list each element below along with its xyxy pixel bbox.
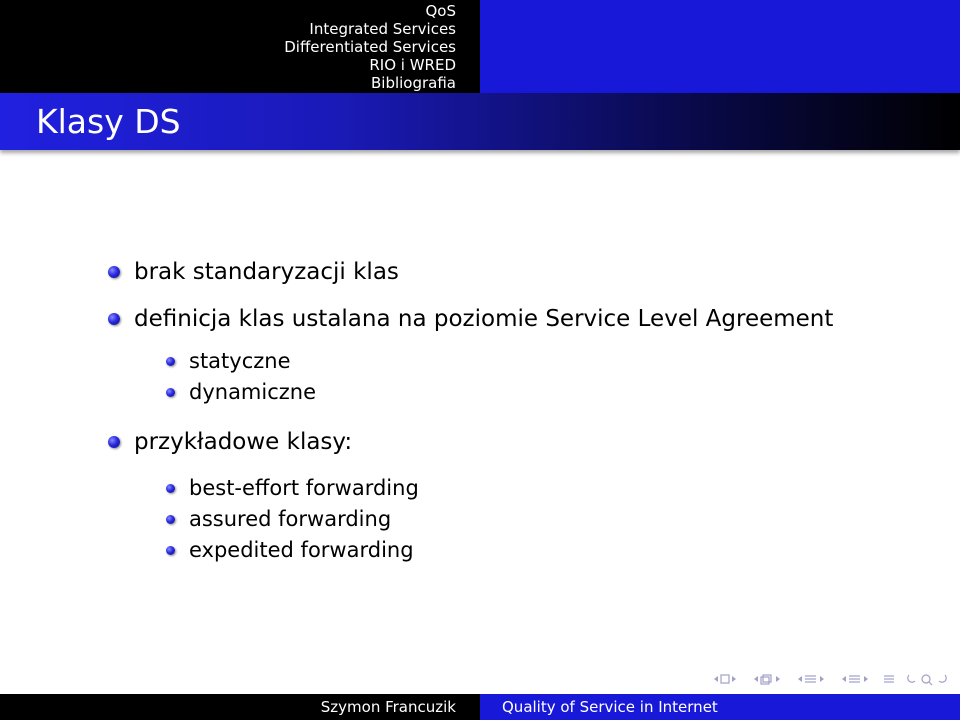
sub-list-item — [166, 348, 291, 374]
headline — [0, 0, 960, 93]
list-item-text: definicja klas ustalana na poziomie Service Level Agreement — [134, 306, 834, 332]
sub-list-item — [166, 537, 414, 563]
frame-title-bar — [0, 93, 960, 150]
list-item — [108, 428, 352, 456]
bullet-icon — [108, 313, 120, 325]
slide-nav-icon[interactable] — [710, 672, 740, 686]
sub-list-item-text: best-effort forwarding — [189, 476, 419, 500]
sub-list-item — [166, 475, 419, 501]
sub-list-item — [166, 506, 391, 532]
section-nav-icon[interactable] — [838, 672, 872, 686]
frame-title: Klasy DS — [36, 102, 181, 141]
list-item-text: brak standaryzacji klas — [134, 259, 399, 285]
nav-section-bibliografia[interactable]: Bibliografia — [370, 73, 456, 92]
footer-author: Szymon Francuzik — [0, 694, 480, 720]
bullet-icon — [166, 357, 175, 366]
align-icon[interactable] — [882, 672, 896, 686]
nav-section-rio-wred[interactable]: RIO i WRED — [369, 55, 456, 74]
frame-nav-icon[interactable] — [750, 672, 784, 686]
nav-section-differentiated-services[interactable]: Differentiated Services — [284, 37, 456, 56]
sub-list-item-text: dynamiczne — [189, 380, 317, 404]
sub-list-item-text: expedited forwarding — [189, 538, 414, 562]
subsection-nav-icon[interactable] — [794, 672, 828, 686]
bullet-icon — [166, 546, 175, 555]
slide-content — [0, 150, 960, 690]
sub-list-item-text: statyczne — [189, 349, 291, 373]
list-item — [108, 305, 833, 333]
navigation-symbols — [710, 668, 950, 690]
sub-list-item-text: assured forwarding — [189, 507, 392, 531]
section-navigation — [0, 0, 480, 93]
bullet-icon — [166, 515, 175, 524]
search-icon[interactable] — [906, 672, 950, 686]
footer-title: Quality of Service in Internet — [480, 694, 960, 720]
subsection-navigation — [480, 0, 960, 93]
sub-list-item — [166, 379, 316, 405]
footline — [0, 694, 960, 720]
nav-section-integrated-services[interactable]: Integrated Services — [309, 19, 456, 38]
bullet-icon — [108, 436, 120, 448]
bullet-icon — [166, 388, 175, 397]
list-item-text: przykładowe klasy: — [134, 429, 353, 455]
list-item — [108, 258, 399, 286]
bullet-icon — [166, 484, 175, 493]
bullet-icon — [108, 266, 120, 278]
nav-section-qos[interactable]: QoS — [425, 1, 456, 20]
